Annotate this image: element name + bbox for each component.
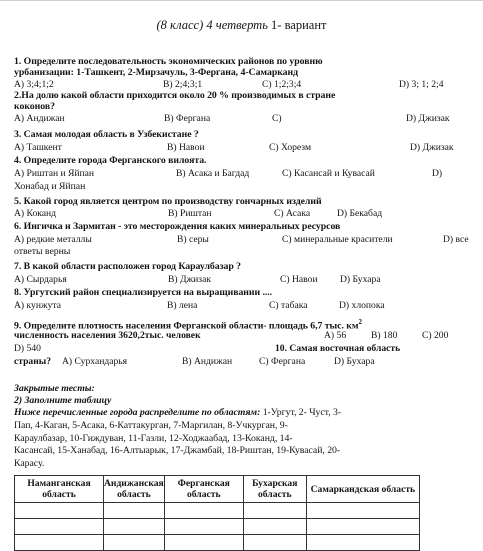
option-c: С) Асака — [274, 208, 311, 219]
task-2-line-3: Караулбазар, 10-Гиждуван, 11-Газли, 12-Ходжаабад, 13-Коканд, 14- — [14, 433, 293, 444]
question-9-text: 9. Определите плотность населения Ферганской области- площадь 6,7 тыс. км — [14, 320, 359, 332]
section-closed-tests: Закрытые тесты: — [14, 383, 95, 394]
question-10-text-cont: страны? — [14, 356, 52, 367]
option-d: D) 3; 1; 2;4 — [399, 79, 444, 90]
question-7: 7. В какой области расположен город Караулбазар ? — [14, 261, 241, 272]
table-cell[interactable] — [104, 519, 165, 535]
regions-table — [14, 475, 420, 551]
option-b: В) Навои — [167, 142, 205, 153]
task-2-title: 2) Заполните таблицу — [14, 395, 112, 406]
option-b: В) Риштан — [168, 208, 212, 219]
table-cell[interactable] — [243, 535, 306, 551]
option-d: D) Джизак — [410, 142, 454, 153]
option-d: D) 540 — [14, 343, 41, 354]
question-4-options — [14, 168, 470, 179]
table-cell[interactable] — [306, 535, 419, 551]
question-3-options — [14, 142, 470, 153]
question-1-options — [14, 79, 470, 90]
option-a: А) Сурхандарья — [62, 356, 128, 367]
question-4: 4. Определите города Ферганского вилоята. — [14, 155, 207, 166]
question-9-line-3 — [14, 343, 470, 354]
option-d: D) Бухара — [340, 274, 381, 285]
column-header: Бухарская область — [243, 476, 306, 503]
table-header-row — [15, 476, 420, 503]
question-2-line-1: 2.На долю какой области приходится около 20 % производимых в стране — [14, 90, 336, 101]
cropped-top-edge — [0, 0, 483, 7]
option-d: D) — [432, 168, 443, 179]
table-cell[interactable] — [104, 535, 165, 551]
option-c: С) минеральные красители — [282, 234, 393, 245]
column-header: Наманганская область — [15, 476, 104, 503]
option-a: А) 3;4;1;2 — [14, 79, 54, 90]
column-header: Ферганская область — [164, 476, 243, 503]
question-2-options — [14, 113, 470, 124]
option-a: А) Сырдарья — [14, 274, 67, 285]
option-c: С) Хорезм — [269, 142, 312, 153]
option-d: D) хлопока — [339, 300, 385, 311]
option-b: В) 2;4;3;1 — [163, 79, 203, 90]
option-c: С) Навои — [280, 274, 318, 285]
column-header: Андижанская область — [104, 476, 165, 503]
table-cell[interactable] — [164, 503, 243, 519]
option-b: В) Андижан — [182, 356, 233, 367]
task-2-instruction: Ниже перечисленные города распределите по областям: — [14, 407, 261, 418]
option-b: В) лена — [167, 300, 198, 311]
variant-label: 1- вариант — [271, 18, 327, 32]
option-a: А) 56 — [324, 330, 347, 341]
option-c: С) табака — [269, 300, 308, 311]
table-cell[interactable] — [104, 503, 165, 519]
option-d: D) Бухара — [334, 356, 375, 367]
task-2-line-1 — [14, 407, 341, 418]
task-2-line-4: Касансай, 15-Ханабад, 16-Алтыарык, 17-Джамбай, 18-Риштан, 19-Кувасай, 20- — [14, 445, 341, 456]
task-2-cities-start: 1-Ургут, 2- Чуст, 3- — [262, 407, 342, 418]
table-cell[interactable] — [306, 519, 419, 535]
question-8: 8. Ургутский район специализируется на выращивании .... — [14, 287, 273, 298]
question-10-line-2 — [14, 356, 470, 367]
task-2-line-2: Пап, 4-Каган, 5-Асака, 6-Каттакурган, 7-Маргилан, 8-Учкурган, 9- — [14, 420, 288, 431]
question-10-line-1: 10. Самая восточная область — [275, 343, 401, 354]
table-cell[interactable] — [243, 503, 306, 519]
table-cell[interactable] — [164, 535, 243, 551]
question-6-options-continued: ответы верны — [14, 246, 71, 257]
question-7-options — [14, 274, 470, 285]
option-a: А) Андижан — [14, 113, 65, 124]
task-2-line-5: Карасу. — [14, 458, 45, 469]
option-b: В) 180 — [371, 330, 398, 341]
table-cell[interactable] — [15, 519, 104, 535]
question-1-line-2: урбанизации: 1-Ташкент, 2-Мирзачуль, 3-Фергана, 4-Самарканд — [14, 67, 299, 78]
option-a: А) редкие металлы — [14, 234, 92, 245]
question-5-options — [14, 208, 470, 219]
column-header: Самаркандская область — [306, 476, 419, 503]
quarter-label: 4 четверть — [206, 18, 268, 32]
question-6-options — [14, 234, 470, 245]
option-a: А) Коканд — [14, 208, 57, 219]
superscript: 2 — [358, 318, 362, 326]
worksheet-header — [0, 18, 483, 33]
table-row — [15, 503, 420, 519]
question-4-options-continued: Хонабад и Яйпан — [14, 181, 86, 192]
option-c: С) Касансай и Кувасай — [282, 168, 375, 179]
option-a: А) Ташкент — [14, 142, 62, 153]
table-row — [15, 519, 420, 535]
question-3: 3. Самая молодая область в Узбекистане ? — [14, 129, 199, 140]
option-d: D) Джизак — [406, 113, 450, 124]
question-8-options — [14, 300, 470, 311]
option-a: А) кунжута — [14, 300, 61, 311]
option-c: С) 200 — [422, 330, 449, 341]
question-9-text-cont: численность населения 3620,2тыс. человек — [14, 330, 201, 341]
option-b: В) Асака и Багдад — [176, 168, 250, 179]
option-c: С) 1;2;3;4 — [262, 79, 302, 90]
option-a: А) Риштан и Яйпан — [14, 168, 95, 179]
table-row — [15, 535, 420, 551]
question-1-line-1: 1. Определите последовательность экономических районов по уровню — [14, 56, 323, 67]
table-cell[interactable] — [15, 535, 104, 551]
grade-label: (8 класс) — [156, 18, 204, 32]
option-c: С) — [272, 113, 282, 124]
table-cell[interactable] — [306, 503, 419, 519]
option-d: D) все — [443, 234, 469, 245]
question-2-line-2: коконов? — [14, 101, 55, 112]
option-b: В) Джизак — [168, 274, 212, 285]
option-b: В) серы — [177, 234, 209, 245]
question-6: 6. Ингичка и Зармитан - это месторождения каких минеральных ресурсов — [14, 221, 341, 232]
table-cell[interactable] — [15, 503, 104, 519]
table-cell[interactable] — [243, 519, 306, 535]
option-b: В) Фергана — [164, 113, 211, 124]
table-cell[interactable] — [164, 519, 243, 535]
question-9-line-2 — [14, 330, 470, 341]
option-c: С) Фергана — [259, 356, 306, 367]
option-d: D) Бекабад — [337, 208, 383, 219]
question-5: 5. Какой город является центром по производству гончарных изделий — [14, 196, 322, 207]
